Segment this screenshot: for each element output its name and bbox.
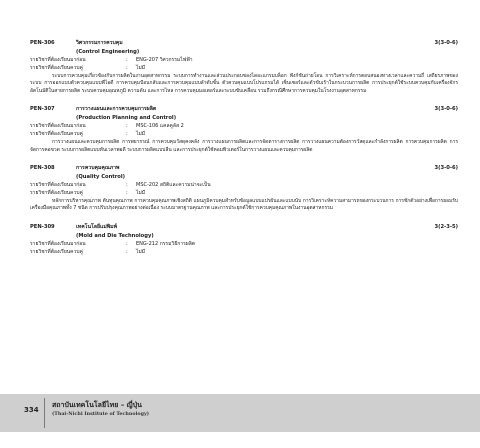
course-entry <box>30 165 458 213</box>
prerequisite-value: ENG-212 กรรมวิธีการผลิต <box>136 240 196 247</box>
colon: : <box>126 123 128 130</box>
course-credits: 3(3-0-6) <box>434 165 458 172</box>
course-header <box>30 40 458 47</box>
course-header <box>30 165 458 172</box>
corequisite-row <box>30 131 458 138</box>
prerequisite-label: รายวิชาที่ต้องเรียนมาก่อน <box>30 123 86 130</box>
course-list <box>30 40 458 267</box>
corequisite-label: รายวิชาที่ต้องเรียนควบคู่ <box>30 65 83 71</box>
page-footer <box>0 394 480 432</box>
course-title-th: วิศวกรรมการควบคุม <box>76 40 123 46</box>
course-credits: 3(3-0-6) <box>434 40 458 46</box>
course-title-en: (Mold and Die Technology) <box>76 232 154 239</box>
footer-divider <box>44 398 45 428</box>
course-description: ระบบการควบคุมเกี่ยวข้องกับการผลิตในงานอุตสาหกรรม ระบบการทำงานและส่วนประกอบของไดอะแกรมบล็อก ฟังก์ชันถ่ายโอน การวิเคราะห์การตอบสนองทางเวลาและความถี่ เสถียรภาพของระบบ การออกแบบตัวควบคุมแบบพีไอดี การควบคุมป้อนกลับและการควบคุมแบบลำดับขั้น ตัวควบคุมแบบโปรแกรมได้ เซ็นเซอร์และตัวขับเร้าในกระบวนการผลิต การประยุกต์ใช้ระบบควบคุมกับเครื่องจักรอัตโนมัติในสายการผลิต ระบบควบคุมอุณหภูมิ ความดัน และการไหล การควบคุมมอเตอร์และระบบขับเคลื่อน รวมถึงกรณีศึกษาการควบคุมในโรงงานอุตสาหกรรม <box>30 73 458 94</box>
course-title-en: (Quality Control) <box>76 174 126 181</box>
course-credits: 3(3-0-6) <box>434 106 458 113</box>
course-entry <box>30 106 458 154</box>
page-number: 334 <box>24 406 39 414</box>
prerequisite-row <box>30 241 458 248</box>
course-credits: 3(2-3-5) <box>434 223 458 230</box>
institute-name-th: สถาบันเทคโนโลยีไทย – ญี่ปุ่น <box>52 400 142 409</box>
course-entry <box>30 40 458 95</box>
prerequisite-row <box>30 123 458 130</box>
prerequisite-label: รายวิชาที่ต้องเรียนมาก่อน <box>30 240 86 247</box>
corequisite-label: รายวิชาที่ต้องเรียนควบคู่ <box>30 190 83 197</box>
colon: : <box>126 182 128 189</box>
prerequisite-row <box>30 182 458 189</box>
course-title-en: (Control Engineering) <box>76 49 140 55</box>
corequisite-row <box>30 190 458 197</box>
course-description: การวางแผนและควบคุมการผลิต การพยากรณ์ การควบคุมวัสดุคงคลัง การวางแผนการผลิตและการจัดตารางการผลิต การวางแผนความต้องการวัสดุและกำลังการผลิต การควบคุมการผลิต การจัดการคอขวด ระบบการผลิตแบบทันเวลาพอดี ระบบการผลิตแบบลีน และการประยุกต์ใช้คอมพิวเตอร์ในการวางแผนและควบคุมการผลิต <box>30 139 458 153</box>
colon: : <box>126 240 128 247</box>
prerequisite-value: ENG-207 วิศวกรรมไฟฟ้า <box>136 57 193 63</box>
prerequisite-value: MSC-106 แคลคูลัส 2 <box>136 123 184 130</box>
course-header <box>30 106 458 113</box>
corequisite-row <box>30 65 458 72</box>
course-title-th: การควบคุมคุณภาพ <box>76 165 120 172</box>
corequisite-value: ไม่มี <box>136 131 146 138</box>
corequisite-label: รายวิชาที่ต้องเรียนควบคู่ <box>30 248 83 255</box>
colon: : <box>126 65 128 71</box>
course-title-th: เทคโนโลยีแม่พิมพ์ <box>76 223 118 230</box>
prerequisite-value: MSC-202 สถิติและความน่าจะเป็น <box>136 182 211 189</box>
corequisite-value: ไม่มี <box>136 248 146 255</box>
course-code: PEN-308 <box>30 165 55 172</box>
course-title-th: การวางแผนและการควบคุมการผลิต <box>76 106 157 113</box>
course-header <box>30 224 458 231</box>
corequisite-label: รายวิชาที่ต้องเรียนควบคู่ <box>30 131 83 138</box>
colon: : <box>126 57 128 63</box>
corequisite-value: ไม่มี <box>136 65 146 71</box>
colon: : <box>126 248 128 255</box>
course-title-en: (Production Planning and Control) <box>76 115 177 122</box>
institute-name-en: (Thai-Nichi Institute of Technology) <box>52 411 149 417</box>
course-description: หลักการบริหารคุณภาพ ต้นทุนคุณภาพ การควบคุมคุณภาพเชิงสถิติ แผนภูมิควบคุมสำหรับข้อมูลแบบแปรผันและแบบนับ การวิเคราะห์ความสามารถของกระบวนการ การชักตัวอย่างเพื่อการยอมรับ เครื่องมือคุณภาพทั้ง 7 ชนิด การปรับปรุงคุณภาพอย่างต่อเนื่อง ระบบมาตรฐานคุณภาพ และการประยุกต์ใช้การควบคุมคุณภาพในงานอุตสาหกรรม <box>30 198 458 212</box>
colon: : <box>126 190 128 197</box>
course-entry <box>30 224 458 256</box>
prerequisite-label: รายวิชาที่ต้องเรียนมาก่อน <box>30 57 86 63</box>
course-code: PEN-307 <box>30 106 55 113</box>
course-code: PEN-309 <box>30 223 55 230</box>
corequisite-value: ไม่มี <box>136 190 146 197</box>
corequisite-row <box>30 249 458 256</box>
prerequisite-row <box>30 57 458 64</box>
prerequisite-label: รายวิชาที่ต้องเรียนมาก่อน <box>30 182 86 189</box>
course-code: PEN-306 <box>30 40 55 46</box>
colon: : <box>126 131 128 138</box>
